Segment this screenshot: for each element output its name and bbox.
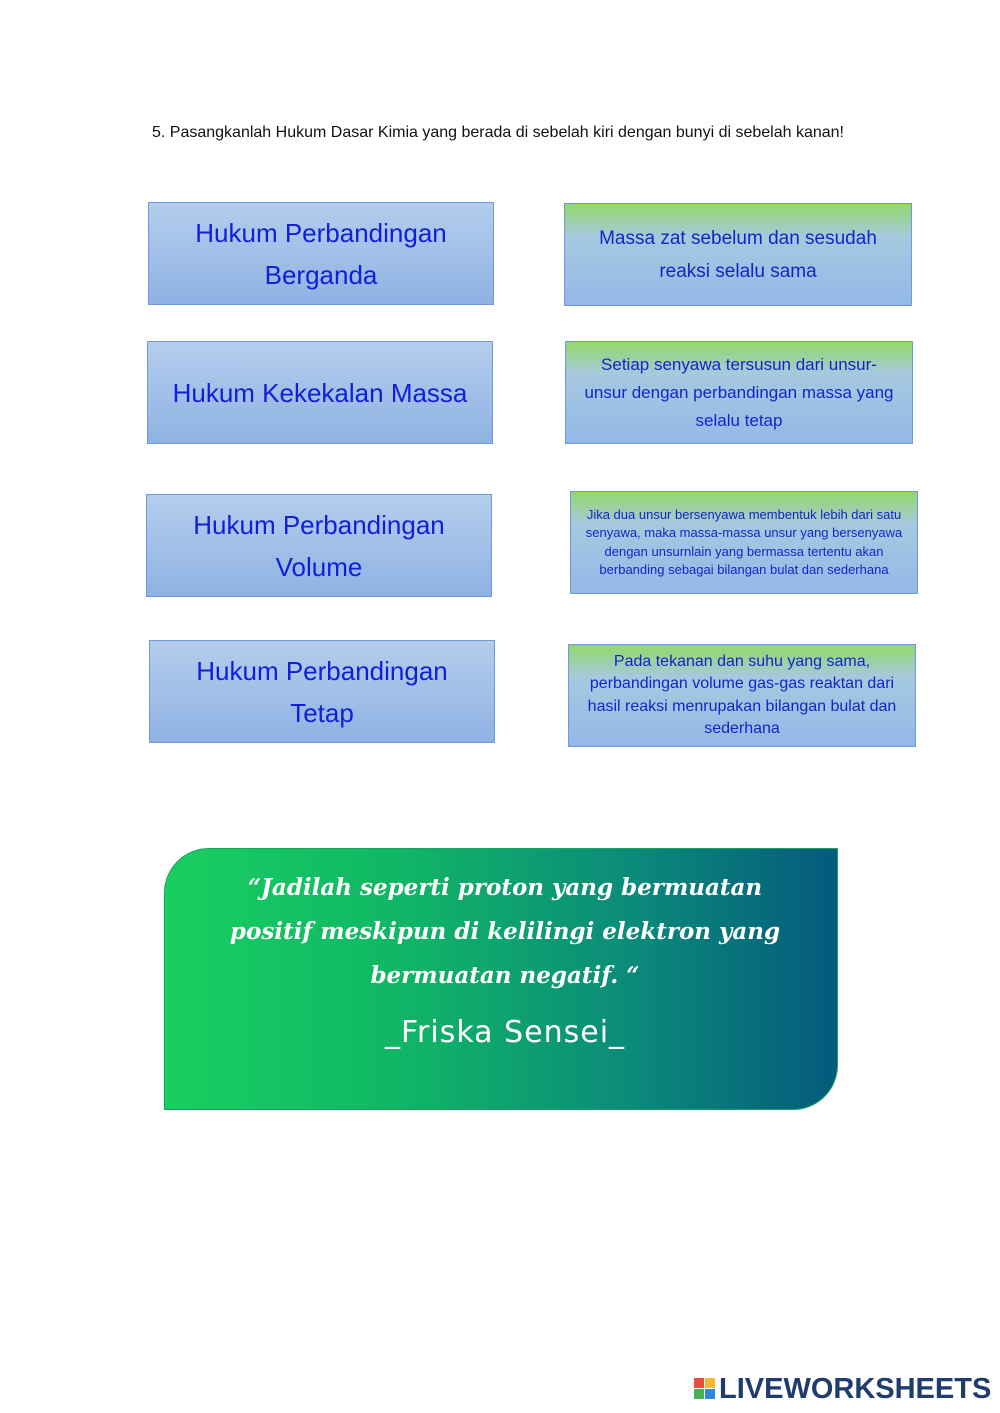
instruction-text: 5. Pasangkanlah Hukum Dasar Kimia yang berada di sebelah kiri dengan bunyi di sebelah kanan! <box>152 124 844 141</box>
law-box-3[interactable] <box>146 494 492 597</box>
definition-box-4[interactable] <box>568 644 916 747</box>
law-box-2[interactable] <box>147 341 493 444</box>
definition-box-2[interactable] <box>565 341 913 444</box>
definition-text: Jika dua unsur bersenyawa membentuk lebih dari satu senyawa, maka massa-massa unsur yang bersenyawa dengan unsurnlain yang bermassa tertentu akan berbanding sebagai bilangan bulat dan sederhana <box>585 506 903 577</box>
definition-text: Pada tekanan dan suhu yang sama, perbandingan volume gas-gas reaktan dari hasil reaksi menrupakan bilangan bulat dan sederhana <box>587 652 897 737</box>
quote-author: _Friska Sensei_ <box>384 1015 626 1050</box>
definition-box-3[interactable] <box>570 491 918 594</box>
quote-text: “Jadilah seperti proton yang bermuatan positif meskipun di kelilingi elektron yang bermuatan negatif. “ <box>229 874 781 989</box>
definition-text: Massa zat sebelum dan sesudah reaksi selalu sama <box>599 227 877 282</box>
law-label: Hukum Perbandingan Volume <box>193 509 445 582</box>
definition-box-1[interactable] <box>564 203 912 306</box>
definition-text: Setiap senyawa tersusun dari unsur-unsur dengan perbandingan massa yang selalu tetap <box>584 354 894 430</box>
brand-logo[interactable] <box>694 1372 991 1406</box>
law-label: Hukum Perbandingan Tetap <box>196 655 448 728</box>
law-box-4[interactable] <box>149 640 495 743</box>
law-label: Hukum Perbandingan Berganda <box>195 217 447 290</box>
law-label: Hukum Kekekalan Massa <box>172 377 468 408</box>
law-box-1[interactable] <box>148 202 494 305</box>
liveworksheets-logo-icon <box>694 1378 716 1400</box>
brand-name: LIVEWORKSHEETS <box>719 1372 992 1405</box>
